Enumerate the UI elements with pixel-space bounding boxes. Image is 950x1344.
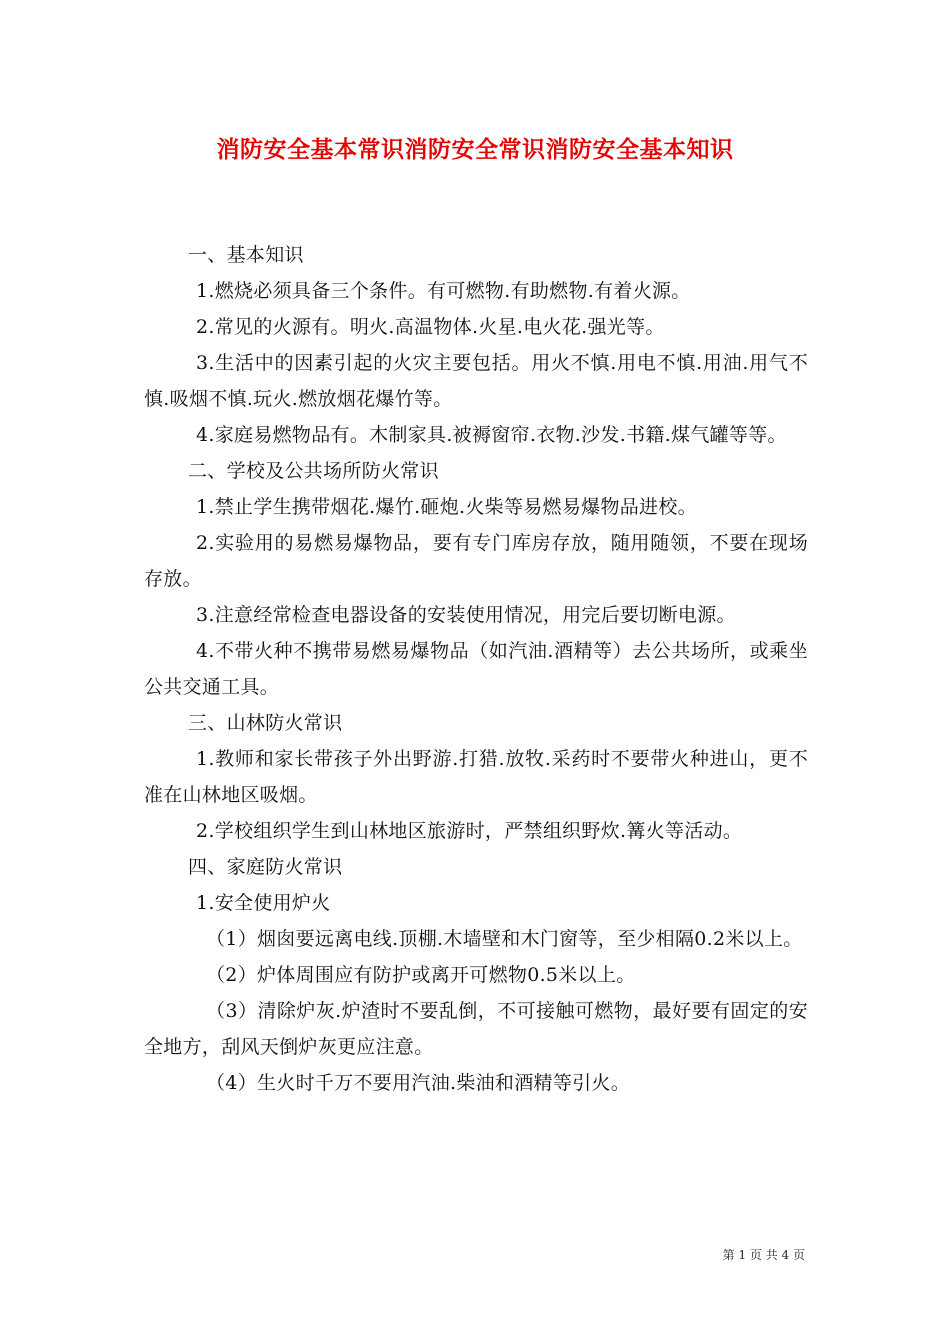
paragraph: 2.常见的火源有。明火.高温物体.火星.电火花.强光等。 xyxy=(196,316,665,338)
paragraph: 1.禁止学生携带烟花.爆竹.砸炮.火柴等易燃易爆物品进校。 xyxy=(196,496,697,518)
paragraph: 2.实验用的易燃易爆物品，要有专门库房存放，随用随领，不要在现场存放。 xyxy=(144,532,808,590)
paragraph: 4.家庭易燃物品有。木制家具.被褥窗帘.衣物.沙发.书籍.煤气罐等等。 xyxy=(196,424,787,446)
document-title: 消防安全基本常识消防安全常识消防安全基本知识 xyxy=(216,136,734,163)
paragraph: 3.注意经常检查电器设备的安装使用情况，用完后要切断电源。 xyxy=(196,604,736,626)
sub-paragraph: （2）炉体周围应有防护或离开可燃物0.5米以上。 xyxy=(206,964,636,986)
section-heading: 三、山林防火常识 xyxy=(188,712,343,734)
paragraph: 1.燃烧必须具备三个条件。有可燃物.有助燃物.有着火源。 xyxy=(196,280,691,302)
section-heading: 四、家庭防火常识 xyxy=(188,856,343,878)
page-number-footer: 第 1 页 共 4 页 xyxy=(722,1248,805,1262)
sub-paragraph: （3）清除炉灰.炉渣时不要乱倒，不可接触可燃物，最好要有固定的安全地方，刮风天倒炉灰更应注意。 xyxy=(144,1000,808,1058)
sub-paragraph: （1）烟囱要远离电线.顶棚.木墙壁和木门窗等，至少相隔0.2米以上。 xyxy=(206,928,803,950)
paragraph: 4.不带火种不携带易燃易爆物品（如汽油.酒精等）去公共场所，或乘坐公共交通工具。 xyxy=(144,640,808,698)
sub-paragraph: （4）生火时千万不要用汽油.柴油和酒精等引火。 xyxy=(206,1072,631,1094)
paragraph: 3.生活中的因素引起的火灾主要包括。用火不慎.用电不慎.用油.用气不慎.吸烟不慎.玩火.燃放烟花爆竹等。 xyxy=(144,352,808,410)
paragraph: 1.安全使用炉火 xyxy=(196,892,331,914)
document-body xyxy=(144,237,808,1101)
paragraph: 1.教师和家长带孩子外出野游.打猎.放牧.采药时不要带火种进山，更不准在山林地区吸烟。 xyxy=(144,748,808,806)
section-heading: 一、基本知识 xyxy=(188,244,304,266)
section-heading: 二、学校及公共场所防火常识 xyxy=(188,460,439,482)
paragraph: 2.学校组织学生到山林地区旅游时，严禁组织野炊.篝火等活动。 xyxy=(196,820,743,842)
